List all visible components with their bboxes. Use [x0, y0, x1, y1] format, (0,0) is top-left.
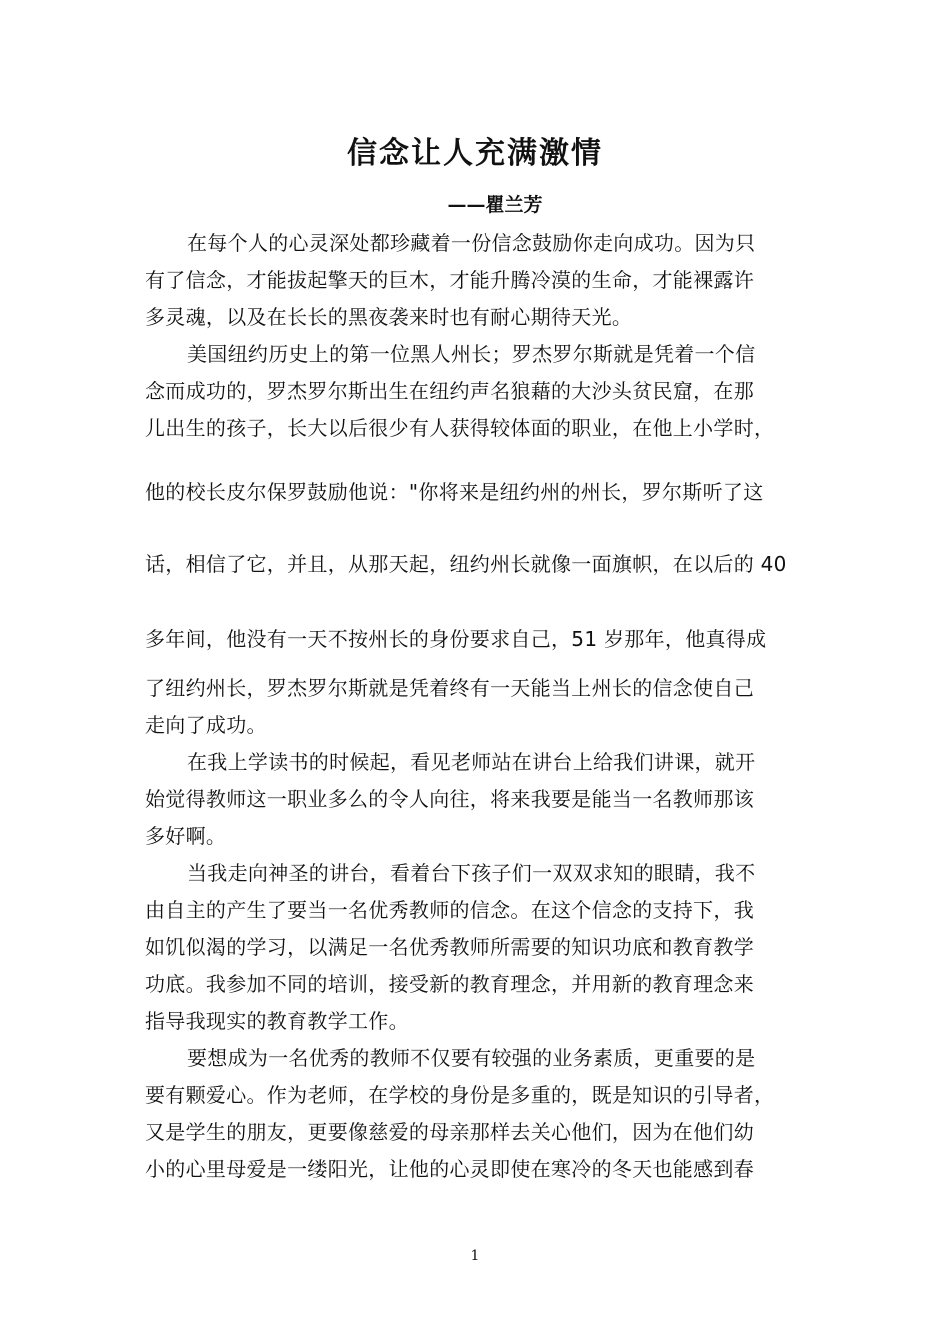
paragraph-line: 指导我现实的教育教学工作。	[145, 1009, 409, 1033]
paragraph-line: 在我上学读书的时候起，看见老师站在讲台上给我们讲课，就开	[187, 750, 756, 774]
paragraph-line: 要有颗爱心。作为老师，在学校的身份是多重的，既是知识的引导者，	[145, 1083, 775, 1107]
paragraph-line: 儿出生的孩子，长大以后很少有人获得较体面的职业，在他上小学时，	[145, 416, 775, 440]
paragraph-line: 如饥似渴的学习，以满足一名优秀教师所需要的知识功底和教育教学	[145, 935, 754, 959]
paragraph-line: 在每个人的心灵深处都珍藏着一份信念鼓励你走向成功。因为只	[187, 231, 756, 255]
paragraph-line: 当我走向神圣的讲台，看着台下孩子们一双双求知的眼睛，我不	[187, 861, 756, 885]
paragraph-line: 了纽约州长，罗杰罗尔斯就是凭着终有一天能当上州长的信念使自己	[145, 676, 754, 700]
author-line: ——瞿兰芳	[447, 194, 543, 216]
paragraph-line: 话，相信了它，并且，从那天起，纽约州长就像一面旗帜，在以后的 40	[145, 552, 787, 576]
paragraph-line: 功底。我参加不同的培训，接受新的教育理念，并用新的教育理念来	[145, 972, 754, 996]
paragraph-line: 始觉得教师这一职业多么的令人向往，将来我要是能当一名教师那该	[145, 787, 754, 811]
paragraph-line: 有了信念，才能拔起擎天的巨木，才能升腾冷漠的生命，才能裸露许	[145, 268, 754, 292]
paragraph-line: 多灵魂，以及在长长的黑夜袭来时也有耐心期待天光。	[145, 305, 633, 329]
paragraph-line: 走向了成功。	[145, 713, 267, 737]
paragraph-line: 他的校长皮尔保罗鼓励他说："你将来是纽约州的州长，罗尔斯听了这	[145, 480, 764, 504]
page-number: 1	[470, 1248, 480, 1264]
paragraph-line: 要想成为一名优秀的教师不仅要有较强的业务素质，更重要的是	[187, 1046, 756, 1070]
document-title: 信念让人充满激情	[347, 136, 603, 171]
paragraph-line: 多年间，他没有一天不按州长的身份要求自己，51 岁那年，他真得成	[145, 627, 767, 651]
paragraph-line: 念而成功的，罗杰罗尔斯出生在纽约声名狼藉的大沙头贫民窟，在那	[145, 379, 754, 403]
paragraph-line: 小的心里母爱是一缕阳光，让他的心灵即使在寒冷的冬天也能感到春	[145, 1157, 754, 1181]
paragraph-line: 多好啊。	[145, 824, 227, 848]
paragraph-line: 由自主的产生了要当一名优秀教师的信念。在这个信念的支持下，我	[145, 898, 754, 922]
paragraph-line: 又是学生的朋友，更要像慈爱的母亲那样去关心他们，因为在他们幼	[145, 1120, 754, 1144]
paragraph-line: 美国纽约历史上的第一位黑人州长；罗杰罗尔斯就是凭着一个信	[187, 342, 756, 366]
